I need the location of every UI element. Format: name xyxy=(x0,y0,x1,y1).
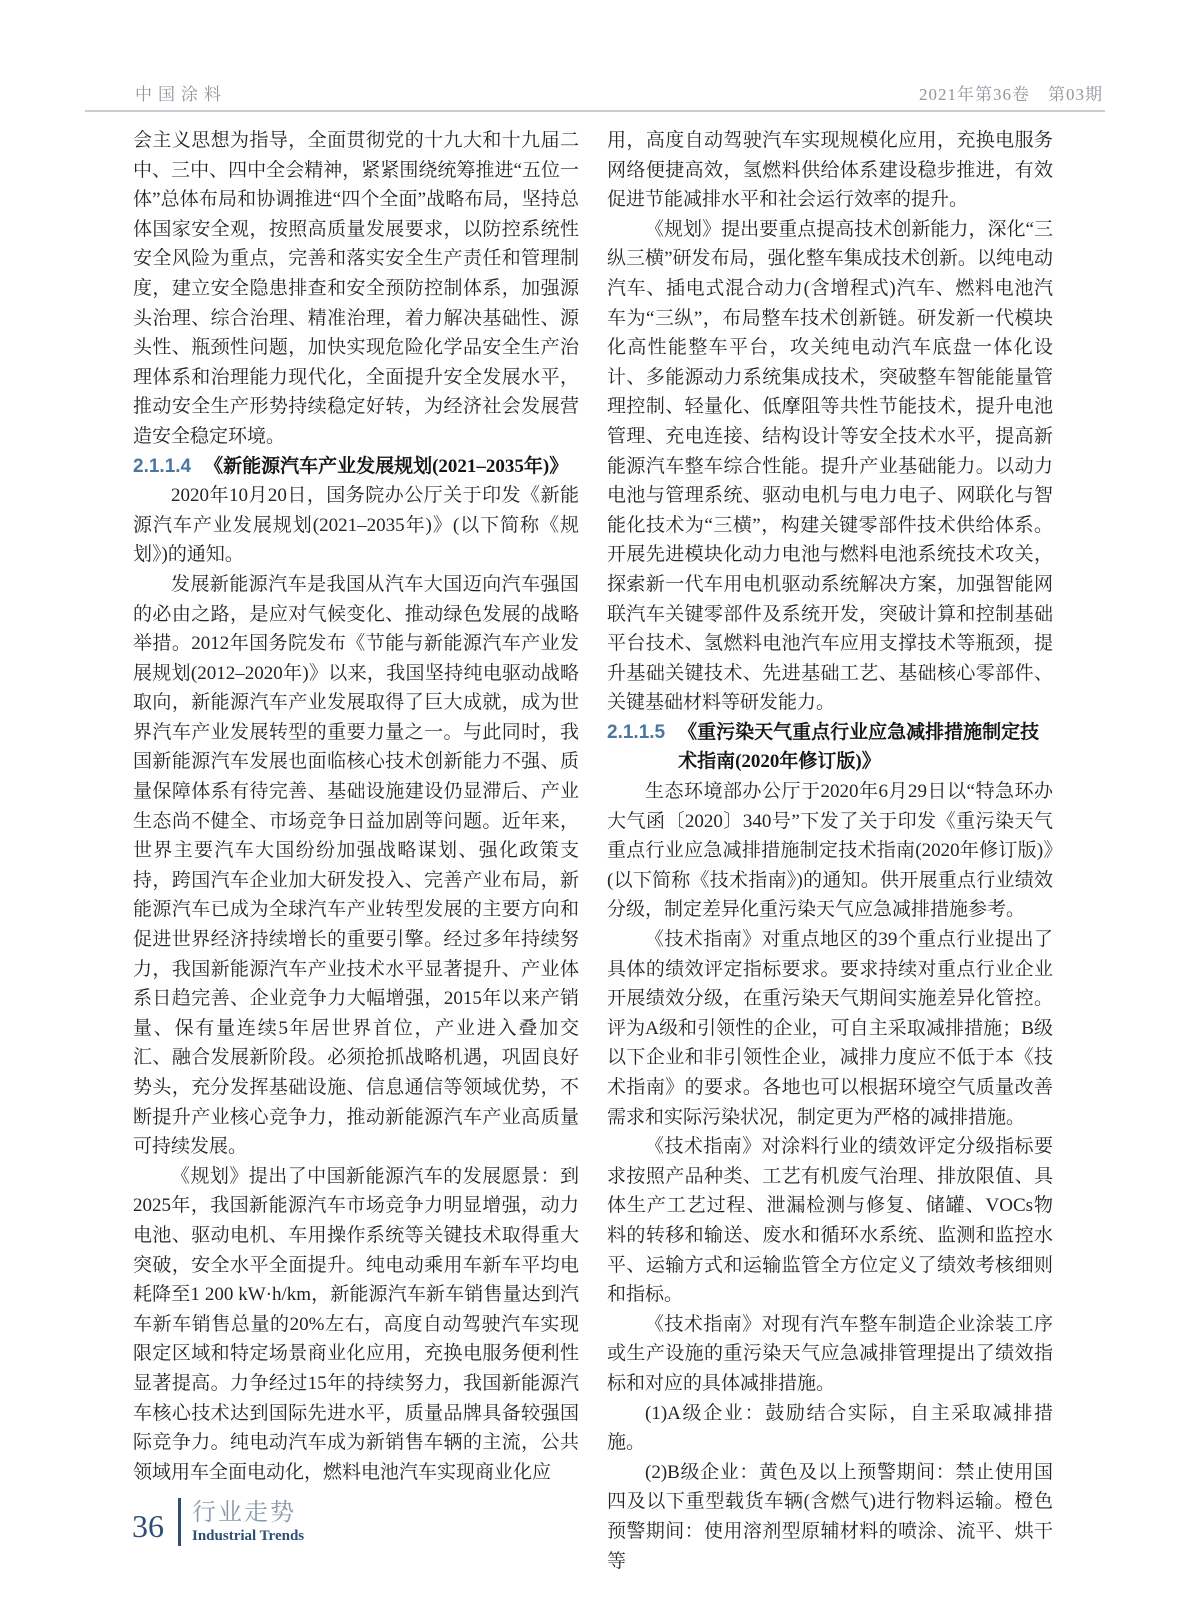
section-number: 2.1.1.4 xyxy=(133,455,192,477)
section-label-cn: 行业走势 xyxy=(192,1499,296,1526)
paragraph: 《规划》提出了中国新能源汽车的发展愿景：到2025年，我国新能源汽车市场竞争力明显增强，动力电池、驱动电机、车用操作系统等关键技术取得重大突破，安全水平全面提升。纯电动乘用车新车平均电耗降至1 200 kW·h/km，新能源汽车新车销售量达到汽车新车销售总量的20%左右，高度自动驾驶汽车实现限定区域和特定场景商业化应用，充换电服务便利性显著提高。力争经过15年的持续努力，我国新能源汽车核心技术达到国际先进水平，质量品牌具备较强国际竞争力。纯电动汽车成为新销售车辆的主流，公共领域用车全面电动化，燃料电池汽车实现商业化应 xyxy=(133,1165,579,1483)
section-number: 2.1.1.5 xyxy=(607,721,666,743)
paragraph: 《技术指南》对涂料行业的绩效评定分级指标要求按照产品种类、工艺有机废气治理、排放限值、具体生产工艺过程、泄漏检测与修复、储罐、VOCs物料的转移和输送、废水和循环水系统、监测和监控水平、运输方式和运输监管全方位定义了绩效考核细则和指标。 xyxy=(607,1136,1053,1306)
paragraph: 生态环境部办公厅于2020年6月29日以“特急环办大气函〔2020〕340号”下发了关于印发《重污染天气重点行业应急减排措施制定技术指南(2020年修订版)》(以下简称《技术指南》)的通知。供开展重点行业绩效分级，制定差异化重污染天气应急减排措施参考。 xyxy=(607,781,1053,921)
paragraph: 用，高度自动驾驶汽车实现规模化应用，充换电服务网络便捷高效，氢燃料供给体系建设稳步推进，有效促进节能减排水平和社会运行效率的提升。 xyxy=(607,130,1053,211)
article-body xyxy=(133,126,1053,1576)
section-title: 《重污染天气重点行业应急减排措施制定技术指南(2020年修订版)》 xyxy=(678,721,1040,773)
right-column xyxy=(607,126,1053,1576)
paragraph: (1)A级企业：鼓励结合实际，自主采取减排措施。 xyxy=(607,1402,1053,1454)
section-heading xyxy=(607,718,1053,777)
footer-section xyxy=(181,1494,304,1550)
paragraph: 《规划》提出要重点提高技术创新能力，深化“三纵三横”研发布局，强化整车集成技术创新。以纯电动汽车、插电式混合动力(含增程式)汽车、燃料电池汽车为“三纵”，布局整车技术创新链。研发新一代模块化高性能整车平台，攻关纯电动汽车底盘一体化设计、多能源动力系统集成技术，突破整车智能能量管理控制、轻量化、低摩阻等共性节能技术，提升电池管理、充电连接、结构设计等安全技术水平，提高新能源汽车整车综合性能。提升产业基础能力。以动力电池与管理系统、驱动电机与电力电子、网联化与智能化技术为“三横”，构建关键零部件技术供给体系。开展先进模块化动力电池与燃料电池系统技术攻关，探索新一代车用电机驱动系统解决方案，加强智能网联汽车关键零部件及系统开发，突破计算和控制基础平台技术、氢燃料电池汽车应用支撑技术等瓶颈，提升基础关键技术、先进基础工艺、基础核心零部件、关键基础材料等研发能力。 xyxy=(607,218,1053,714)
paragraph: 2020年10月20日，国务院办公厅关于印发《新能源汽车产业发展规划(2021–2035年)》(以下简称《规划》)的通知。 xyxy=(133,485,579,566)
paragraph: (2)B级企业：黄色及以上预警期间：禁止使用国四及以下重型载货车辆(含燃气)进行物料运输。橙色预警期间：使用溶剂型原辅材料的喷涂、流平、烘干等 xyxy=(607,1461,1053,1572)
issue-info: 2021年第36卷 第03期 xyxy=(919,85,1103,104)
paragraph: 《技术指南》对现有汽车整车制造企业涂装工序或生产设施的重污染天气应急减排管理提出了绩效指标和对应的具体减排措施。 xyxy=(607,1313,1053,1394)
journal-name: 中国涂料 xyxy=(135,85,227,104)
page-footer xyxy=(132,1494,304,1550)
left-column xyxy=(133,126,579,1576)
paragraph: 会主义思想为指导，全面贯彻党的十九大和十九届二中、三中、四中全会精神，紧紧围绕统筹推进“五位一体”总体布局和协调推进“四个全面”战略布局，坚持总体国家安全观，按照高质量发展要求，以防控系统性安全风险为重点，完善和落实安全生产责任和管理制度，建立安全隐患排查和安全预防控制体系，加强源头治理、综合治理、精准治理，着力解决基础性、源头性、瓶颈性问题，加快实现危险化学品安全生产治理体系和治理能力现代化，全面提升安全发展水平，推动安全生产形势持续稳定好转，为经济社会发展营造安全稳定环境。 xyxy=(133,130,579,447)
paragraph: 《技术指南》对重点地区的39个重点行业提出了具体的绩效评定指标要求。要求持续对重点行业企业开展绩效分级，在重污染天气期间实施差异化管控。评为A级和引领性的企业，可自主采取减排措施；B级以下企业和非引领性企业，减排力度应不低于本《技术指南》的要求。各地也可以根据环境空气质量改善需求和实际污染状况，制定更为严格的减排措施。 xyxy=(607,929,1053,1128)
section-title: 《新能源汽车产业发展规划(2021–2035年)》 xyxy=(204,455,569,477)
section-heading xyxy=(133,452,579,482)
section-label-en: Industrial Trends xyxy=(192,1528,305,1544)
page-number: 36 xyxy=(132,1508,164,1544)
header-divider xyxy=(85,110,1105,112)
paragraph: 发展新能源汽车是我国从汽车大国迈向汽车强国的必由之路，是应对气候变化、推动绿色发展的战略举措。2012年国务院发布《节能与新能源汽车产业发展规划(2012–2020年)》以来，我国坚持纯电驱动战略取向，新能源汽车产业发展取得了巨大成就，成为世界汽车产业发展转型的重要力量之一。与此同时，我国新能源汽车发展也面临核心技术创新能力不强、质量保障体系有待完善、基础设施建设仍显滞后、产业生态尚不健全、市场竞争日益加剧等问题。近年来，世界主要汽车大国纷纷加强战略谋划、强化政策支持，跨国汽车企业加大研发投入、完善产业布局，新能源汽车已成为全球汽车产业转型发展的主要方向和促进世界经济持续增长的重要引擎。经过多年持续努力，我国新能源汽车产业技术水平显著提升、产业体系日趋完善、企业竞争力大幅增强，2015年以来产销量、保有量连续5年居世界首位，产业进入叠加交汇、融合发展新阶段。必须抢抓战略机遇，巩固良好势头，充分发挥基础设施、信息通信等领域优势，不断提升产业核心竞争力，推动新能源汽车产业高质量可持续发展。 xyxy=(133,573,579,1158)
